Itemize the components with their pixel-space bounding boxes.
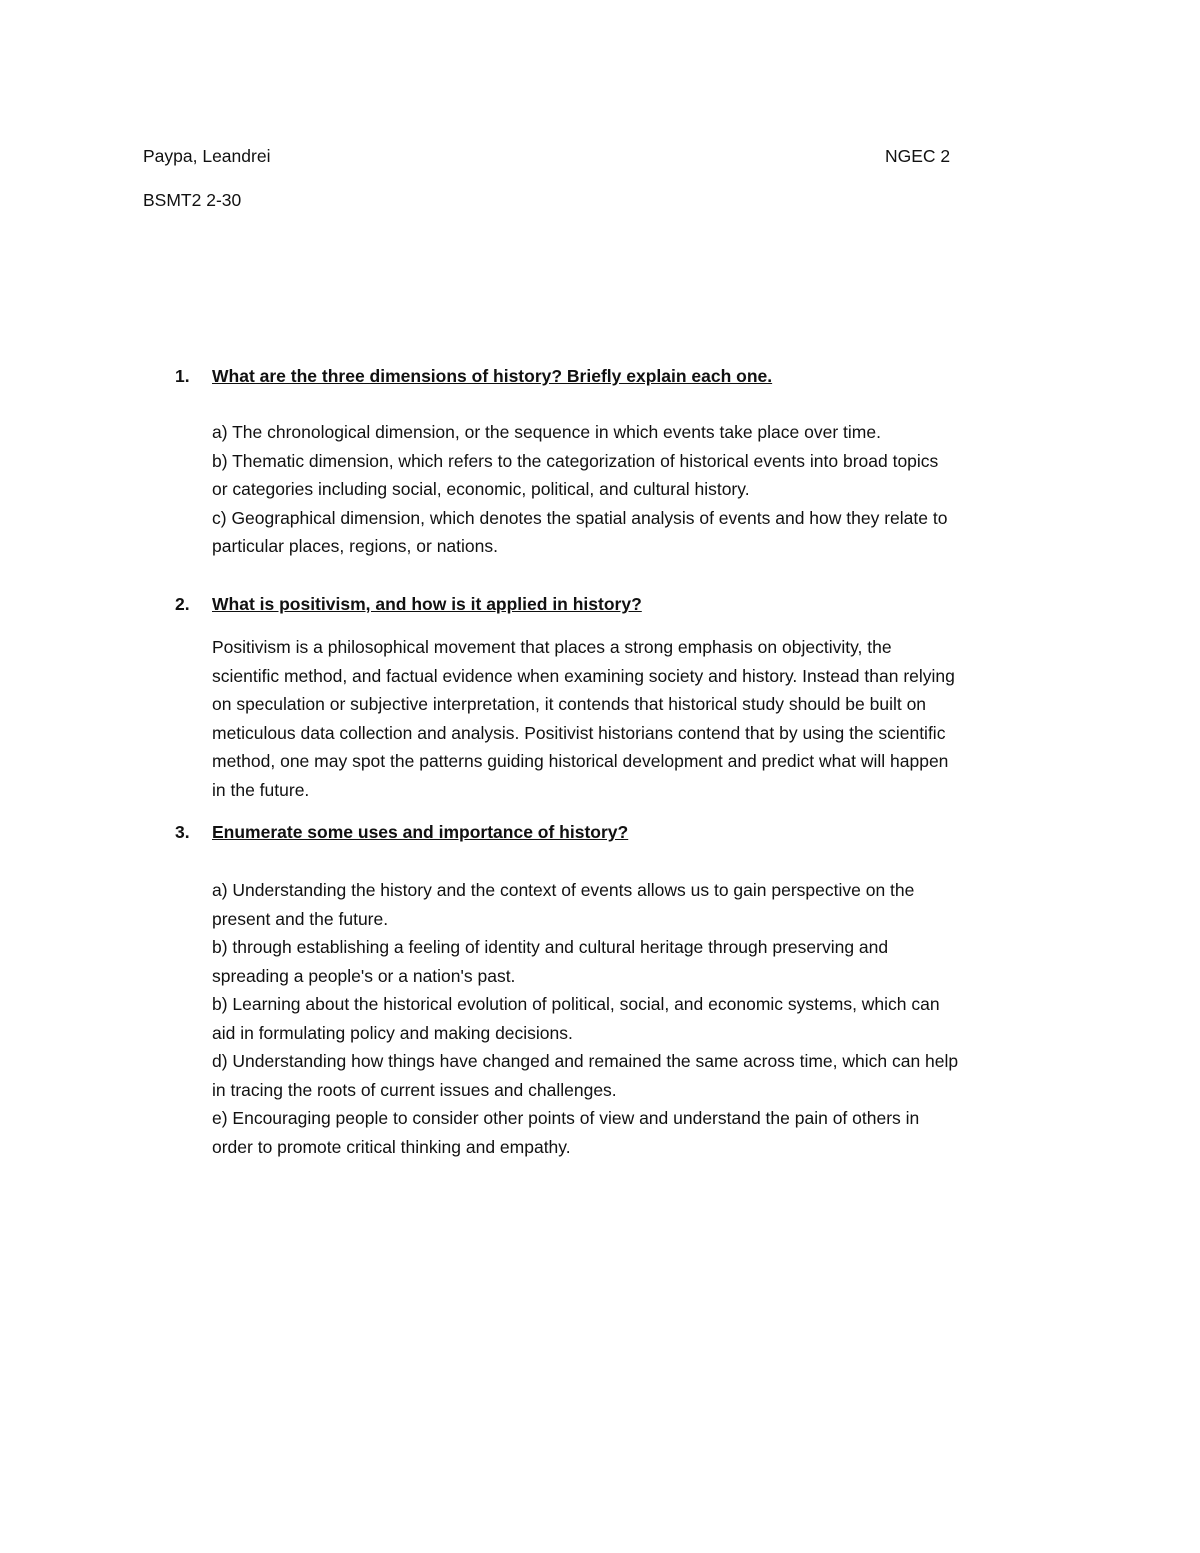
answer-line: present and the future. bbox=[212, 908, 389, 929]
answer-line: or categories including social, economic, political, and cultural history. bbox=[212, 479, 750, 499]
answer-line: method, one may spot the patterns guiding historical development and predict what will happen bbox=[212, 751, 949, 771]
answer-line: in tracing the roots of current issues and challenges. bbox=[212, 1079, 617, 1100]
question-1-number: 1. bbox=[175, 366, 190, 386]
question-3-answer bbox=[212, 876, 1072, 1161]
question-1-answer bbox=[212, 418, 1072, 561]
section-label: BSMT2 2-30 bbox=[143, 190, 242, 210]
answer-line: spreading a people's or a nation's past. bbox=[212, 965, 516, 986]
answer-line: on speculation or subjective interpretation, it contends that historical study should be built on bbox=[212, 694, 927, 714]
question-2-number: 2. bbox=[175, 594, 190, 614]
answer-line: b) through establishing a feeling of identity and cultural heritage through preserving and bbox=[212, 937, 889, 957]
answer-line: b) Thematic dimension, which refers to the categorization of historical events into broad topics bbox=[212, 450, 939, 471]
question-1-text: What are the three dimensions of history? Briefly explain each one. bbox=[212, 366, 773, 386]
answer-line: in the future. bbox=[212, 779, 310, 800]
question-2-answer bbox=[212, 633, 1072, 804]
answer-line: order to promote critical thinking and empathy. bbox=[212, 1136, 571, 1157]
question-3-number: 3. bbox=[175, 822, 190, 842]
answer-line: b) Learning about the historical evolution of political, social, and economic systems, which can bbox=[212, 994, 940, 1014]
answer-line: d) Understanding how things have changed and remained the same across time, which can help bbox=[212, 1051, 959, 1071]
answer-line: aid in formulating policy and making decisions. bbox=[212, 1022, 573, 1043]
answer-line: a) Understanding the history and the context of events allows us to gain perspective on the bbox=[212, 880, 915, 900]
student-name: Paypa, Leandrei bbox=[143, 146, 271, 166]
answer-line: e) Encouraging people to consider other points of view and understand the pain of others in bbox=[212, 1108, 920, 1128]
answer-line: c) Geographical dimension, which denotes the spatial analysis of events and how they relate to bbox=[212, 507, 948, 528]
course-code: NGEC 2 bbox=[885, 146, 951, 166]
answer-line: Positivism is a philosophical movement that places a strong emphasis on objectivity, the bbox=[212, 637, 892, 657]
question-2-text: What is positivism, and how is it applied in history? bbox=[212, 594, 642, 614]
answer-line: scientific method, and factual evidence when examining society and history. Instead than relying bbox=[212, 665, 955, 686]
answer-line: meticulous data collection and analysis. Positivist historians contend that by using the scientific bbox=[212, 722, 946, 743]
question-3-text: Enumerate some uses and importance of history? bbox=[212, 822, 629, 842]
answer-line: particular places, regions, or nations. bbox=[212, 536, 498, 556]
answer-line: a) The chronological dimension, or the sequence in which events take place over time. bbox=[212, 422, 881, 442]
